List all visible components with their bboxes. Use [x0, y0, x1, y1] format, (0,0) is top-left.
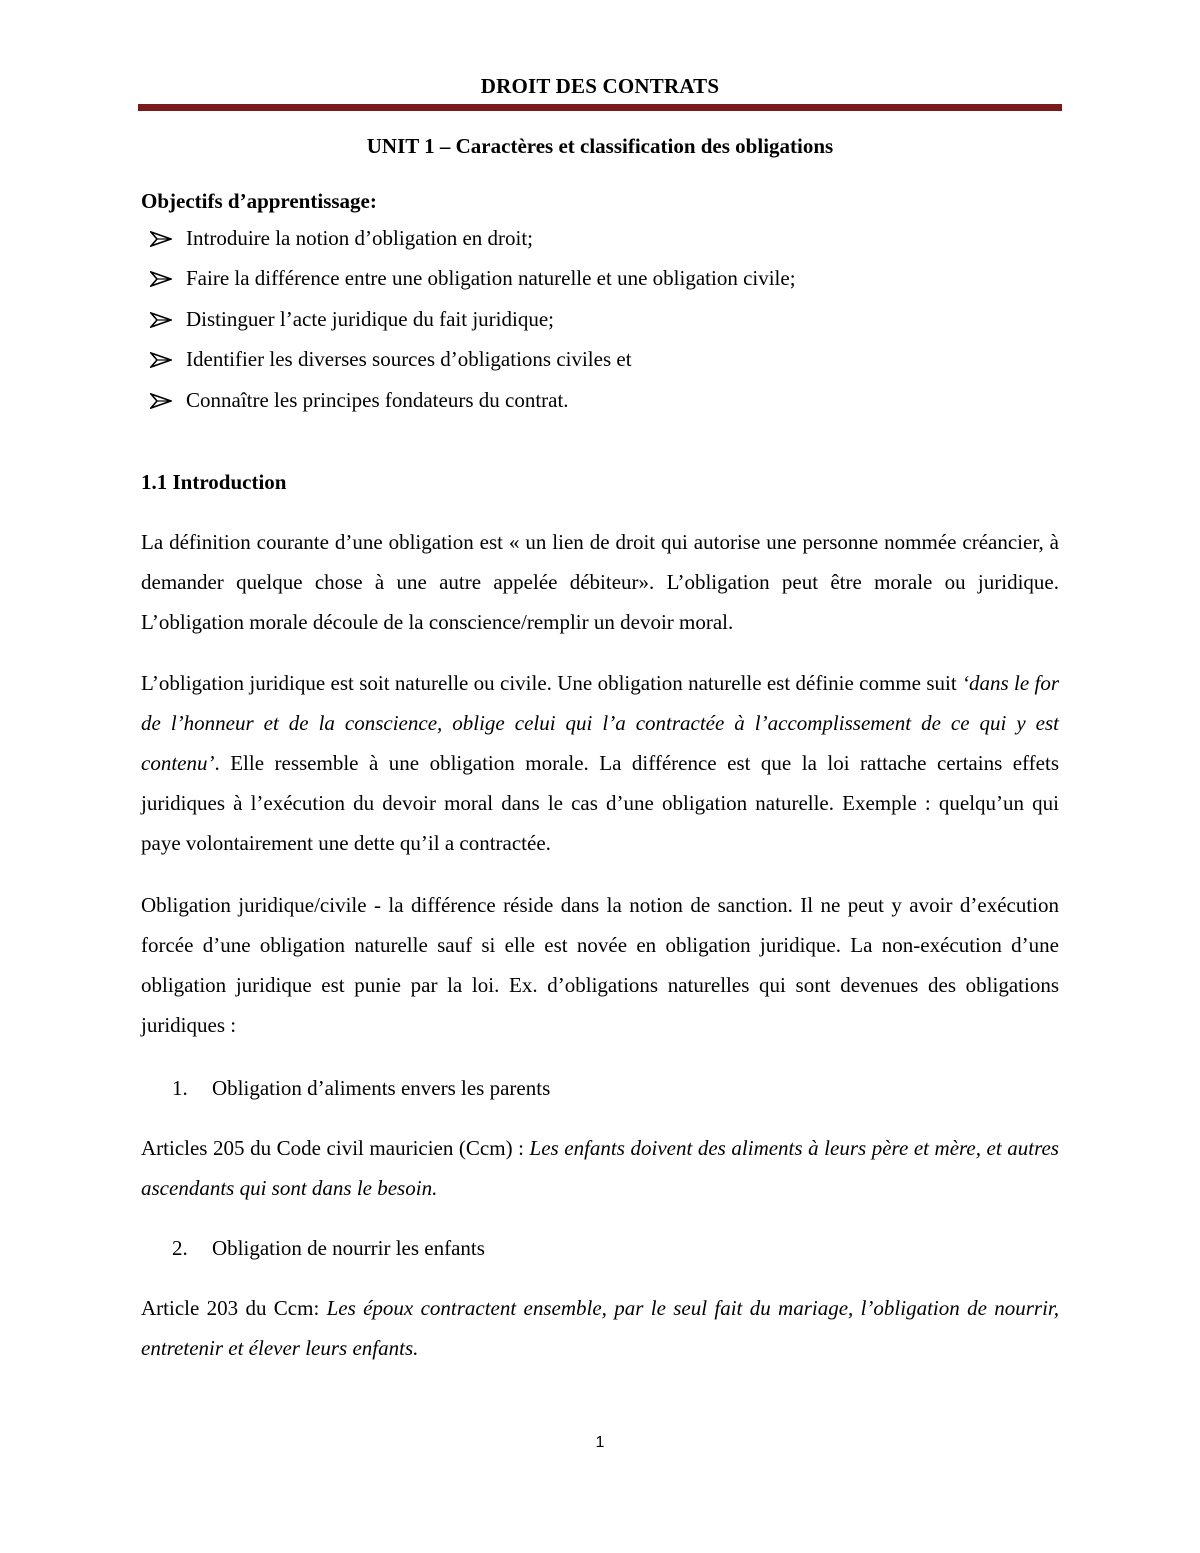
objective-item: [150, 339, 632, 379]
paragraph-quote: ‘dans le for de l’honneur et de la conscience, oblige celui qui l’a contractée à l’accomplissement de ce qui y est contenu’: [141, 671, 1060, 775]
paragraph-text: L’obligation juridique est soit naturelle ou civile. Une obligation naturelle est définie comme suit: [141, 671, 962, 695]
section-title: 1.1 Introduction: [141, 470, 287, 494]
objective-text: Introduire la notion d’obligation en droit;: [186, 226, 534, 250]
header-rule: [138, 104, 1062, 111]
paragraph-text: Articles 205 du Code civil mauricien (Ccm) :: [141, 1136, 530, 1160]
arrow-bullet-icon: [150, 258, 176, 298]
objective-item: [150, 299, 554, 339]
paragraph-obligation-naturelle: [141, 663, 1059, 863]
item-number: 1.: [172, 1076, 188, 1100]
objective-item: [150, 218, 533, 258]
paragraph-text: . Elle ressemble à une obligation morale. La différence est que la loi rattache certains effets juridiques à l’exécution du devoir moral dans le cas d’une obligation naturelle. Exemple : quelqu’un qui paye volontairement une dette qu’il a contractée.: [141, 751, 1059, 855]
page-number: 1: [595, 1434, 605, 1451]
unit-title: UNIT 1 – Caractères et classification des obligations: [366, 134, 834, 158]
paragraph-text: Article 203 du Ccm:: [141, 1296, 327, 1320]
paragraph-definition: La définition courante d’une obligation est « un lien de droit qui autorise une personne nommée créancier, à demander quelque chose à une autre appelée débiteur». L’obligation peut être morale ou juridique. L’obligation morale découle de la conscience/remplir un devoir moral.: [141, 530, 1059, 634]
arrow-bullet-icon: [150, 299, 176, 339]
article-quote: Les enfants doivent des aliments à leurs père et mère, et autres ascendants qui sont dans le besoin.: [141, 1136, 1059, 1200]
paragraph-article-205: [141, 1128, 1059, 1208]
arrow-bullet-icon: [150, 380, 176, 420]
paragraph-obligation-civile: Obligation juridique/civile - la différence réside dans la notion de sanction. Il ne peut y avoir d’exécution forcée d’une obligation naturelle sauf si elle est novée en obligation juridique. La non-exécution d’une obligation juridique est punie par la loi. Ex. d’obligations naturelles qui sont devenues des obligations juridiques :: [141, 893, 1059, 1037]
objective-text: Identifier les diverses sources d’obligations civiles et: [186, 347, 632, 371]
objective-item: [150, 258, 796, 298]
document-header-title: DROIT DES CONTRATS: [480, 74, 720, 98]
objective-text: Faire la différence entre une obligation naturelle et une obligation civile;: [186, 266, 796, 290]
article-quote: Les époux contractent ensemble, par le seul fait du mariage, l’obligation de nourrir, entretenir et élever leurs enfants.: [141, 1296, 1059, 1360]
objective-item: [150, 380, 569, 420]
numbered-item: [172, 1068, 550, 1108]
objective-text: Distinguer l’acte juridique du fait juridique;: [186, 307, 554, 331]
arrow-bullet-icon: [150, 339, 176, 379]
paragraph-article-203: [141, 1288, 1059, 1368]
objectives-label: Objectifs d’apprentissage:: [141, 189, 377, 213]
numbered-item: [172, 1228, 485, 1268]
item-text: Obligation de nourrir les enfants: [212, 1236, 485, 1260]
objective-text: Connaître les principes fondateurs du contrat.: [186, 388, 569, 412]
item-number: 2.: [172, 1236, 188, 1260]
item-text: Obligation d’aliments envers les parents: [212, 1076, 551, 1100]
arrow-bullet-icon: [150, 218, 176, 258]
